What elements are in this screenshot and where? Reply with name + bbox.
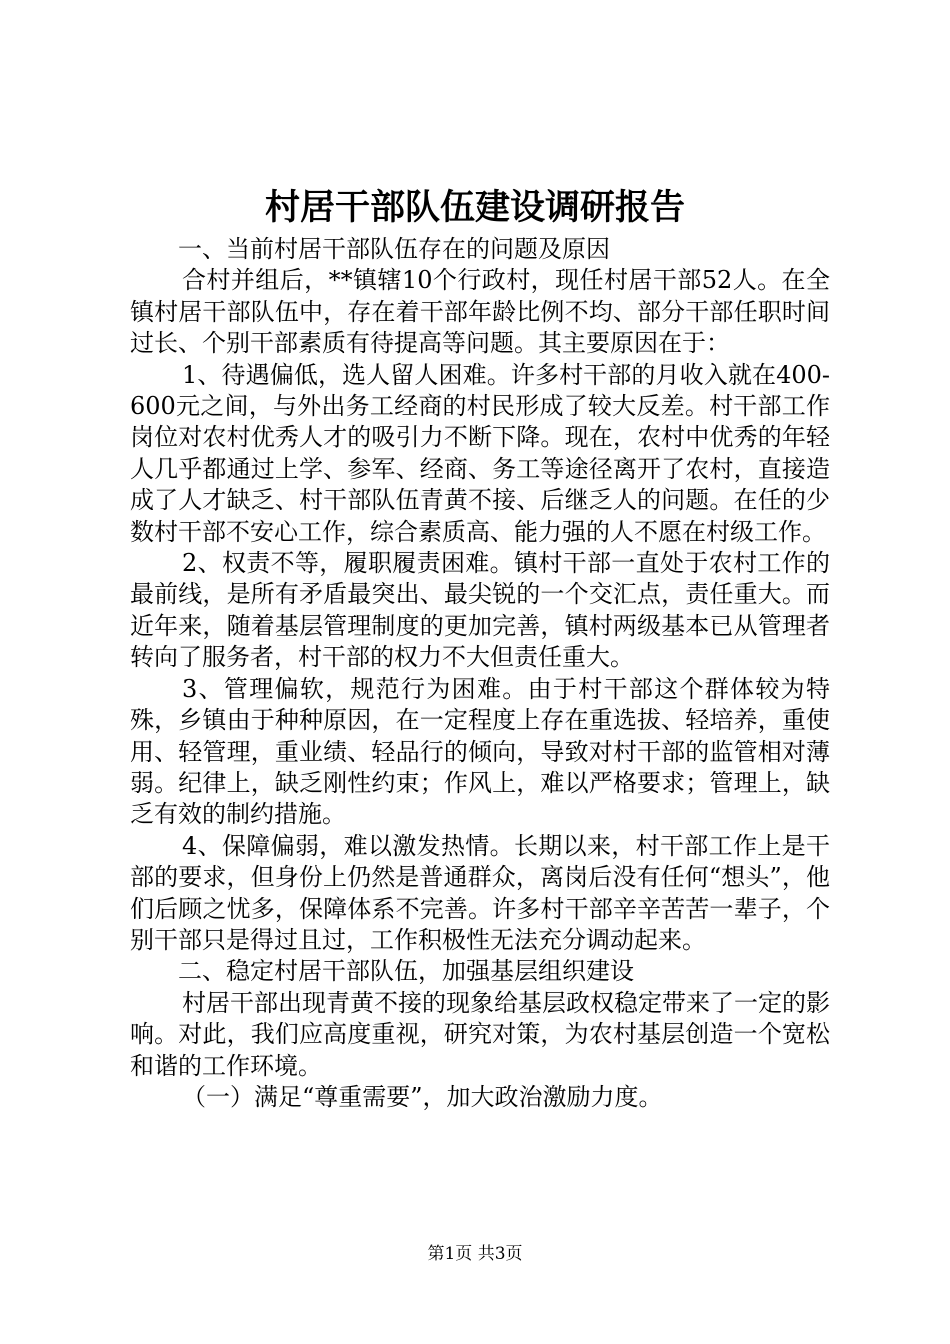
subsection-heading: （一）满足“尊重需要”，加大政治激励力度。 <box>182 1082 663 1111</box>
section-heading: 一、当前村居干部队伍存在的问题及原因 <box>178 235 610 263</box>
paragraph: 合村并组后，**镇辖10个行政村，现任村居干部52人。在全镇村居干部队伍中，存在着干部年龄比例不均、部分干部任职时间过长、个别干部素质有待提高等问题。其主要原因在于： <box>130 266 830 358</box>
document-title: 村居干部队伍建设调研报告 <box>264 187 685 228</box>
document-body <box>130 234 830 1113</box>
paragraph: 4、保障偏弱，难以激发热情。长期以来，村干部工作上是干部的要求，但身份上仍然是普通群众，离岗后没有任何“想头”，他们后顾之忧多，保障体系不完善。许多村干部辛辛苦苦一辈子，个别干部只是得过且过，工作积极性无法充分调动起来。 <box>130 831 830 954</box>
paragraph: 1、待遇偏低，选人留人困难。许多村干部的月收入就在400-600元之间，与外出务工经商的村民形成了较大反差。村干部工作岗位对农村优秀人才的吸引力不断下降。现在，农村中优秀的年轻人几乎都通过上学、参军、经商、务工等途径离开了农村，直接造成了人才缺乏、村干部队伍青黄不接、后继乏人的问题。在任的少数村干部不安心工作，综合素质高、能力强的人不愿在村级工作。 <box>130 360 830 546</box>
paragraph: 3、管理偏软，规范行为困难。由于村干部这个群体较为特殊，乡镇由于种种原因，在一定程度上存在重选拔、轻培养，重使用、轻管理，重业绩、轻品行的倾向，导致对村干部的监管相对薄弱。纪律上，缺乏刚性约束；作风上，难以严格要求；管理上，缺乏有效的制约措施。 <box>130 674 830 829</box>
page-number: 第1页 共3页 <box>427 1244 523 1264</box>
paragraph: 2、权责不等，履职履责困难。镇村干部一直处于农村工作的最前线，是所有矛盾最突出、最尖锐的一个交汇点，责任重大。而近年来，随着基层管理制度的更加完善，镇村两级基本已从管理者转向了服务者，村干部的权力不大但责任重大。 <box>130 549 830 672</box>
section-heading: 二、稳定村居干部队伍，加强基层组织建设 <box>178 957 634 986</box>
paragraph: 村居干部出现青黄不接的现象给基层政权稳定带来了一定的影响。对此，我们应高度重视，研究对策，为农村基层创造一个宽松和谐的工作环境。 <box>130 988 830 1080</box>
